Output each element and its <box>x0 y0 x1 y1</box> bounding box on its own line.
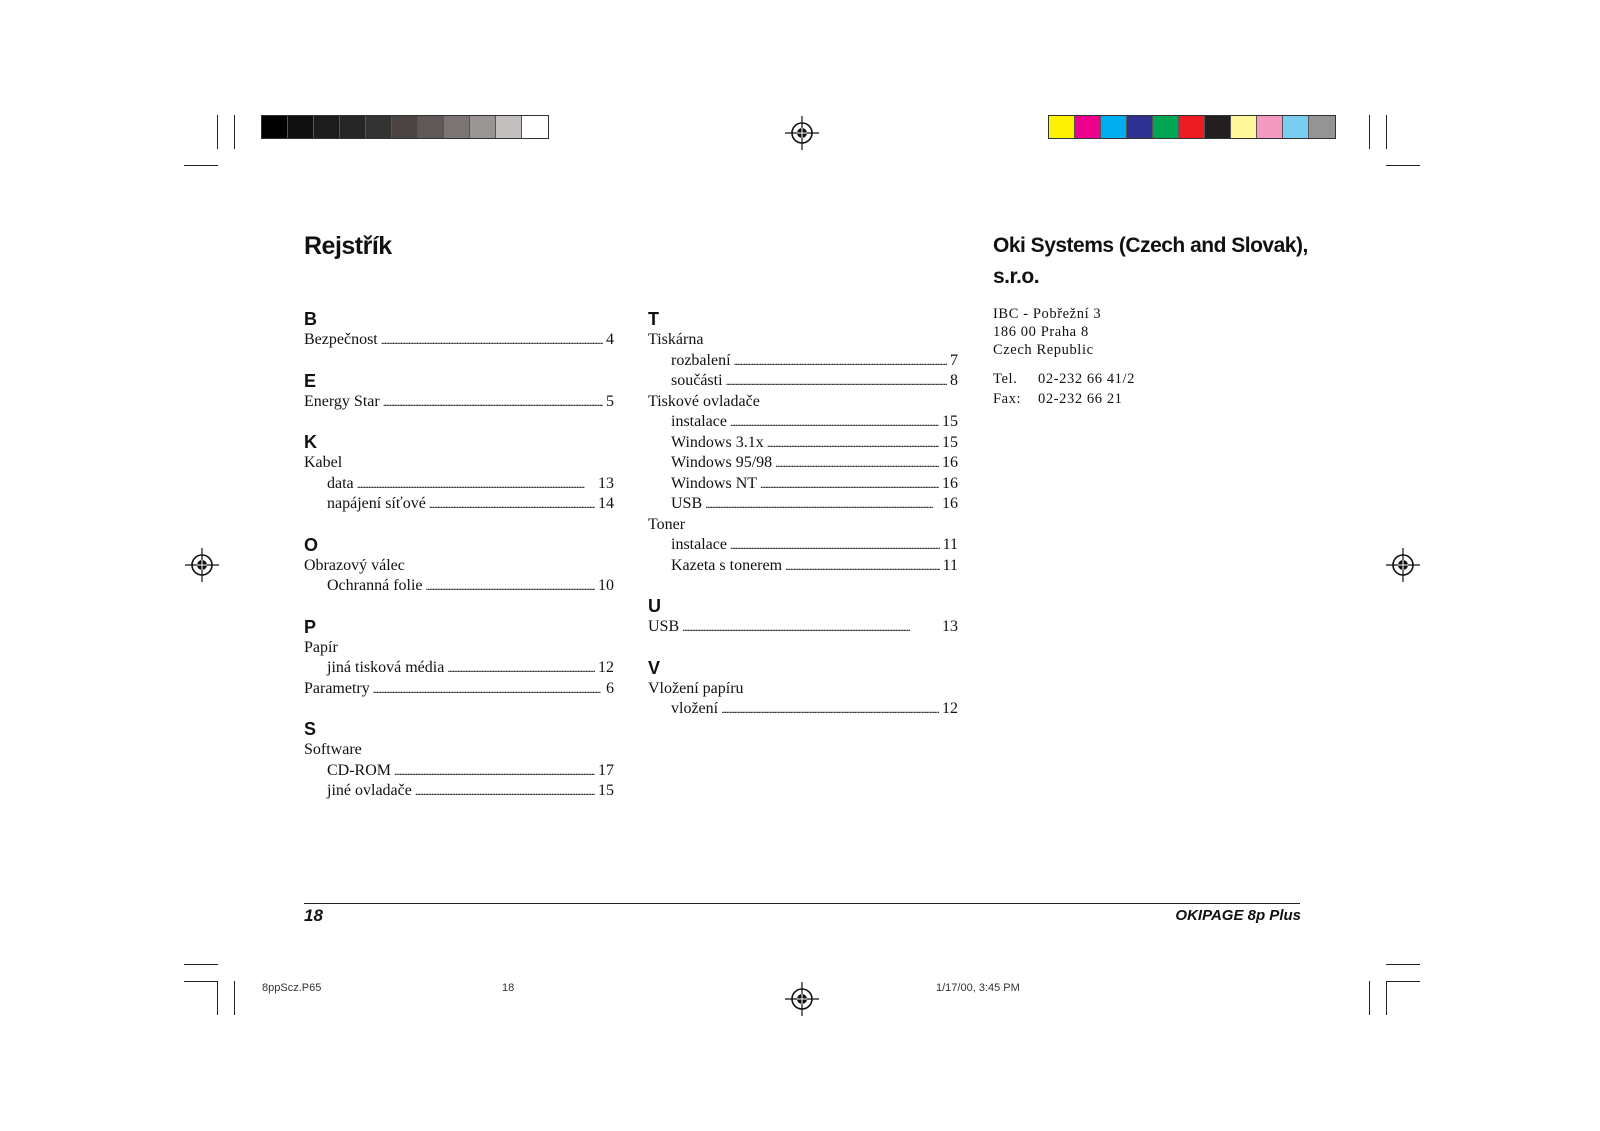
index-entry-page: 16 <box>942 454 958 471</box>
index-entry <box>304 330 614 351</box>
color-swatch <box>314 116 340 138</box>
index-entry-page: 13 <box>942 618 958 635</box>
dot-leader <box>682 617 939 638</box>
index-letter-heading: V <box>648 657 661 678</box>
index-entry-page: 10 <box>598 577 614 594</box>
index-entry-label: data <box>327 474 354 492</box>
index-entry-label: Ochranná folie <box>327 577 423 594</box>
color-swatch <box>1309 116 1335 138</box>
dot-leader <box>394 761 595 782</box>
color-swatch <box>522 116 548 138</box>
index-entry-label: součásti <box>671 372 723 389</box>
color-swatch <box>1101 116 1127 138</box>
index-entry <box>304 576 614 597</box>
index-entry-label: jiné ovladače <box>327 782 412 799</box>
footer-page-number: 18 <box>304 906 323 925</box>
fax-row <box>993 389 1323 409</box>
slug-datetime: 1/17/00, 3:45 PM <box>936 982 1020 994</box>
index-entry <box>304 392 614 413</box>
index-letter-heading: K <box>304 432 317 452</box>
footer-rule <box>304 903 1300 904</box>
dot-leader <box>429 494 595 515</box>
index-entry-heading: Obrazový válec <box>304 556 405 574</box>
grayscale-color-bar <box>261 115 549 139</box>
index-entry-label: USB <box>648 618 680 635</box>
index-entry <box>648 371 958 392</box>
index-entry <box>648 474 958 495</box>
color-swatch <box>340 116 366 138</box>
address-line: Czech Republic <box>993 342 1094 358</box>
color-swatch <box>262 116 288 138</box>
index-entry <box>304 761 614 782</box>
index-entry-label: CD-ROM <box>327 761 392 779</box>
dot-leader <box>721 699 939 720</box>
index-entry-label: vložení <box>671 700 719 717</box>
index-entry <box>648 535 958 556</box>
index-entry-heading: Toner <box>648 515 686 533</box>
index-entry-label: Energy Star <box>304 392 380 410</box>
index-entry <box>304 679 614 700</box>
index-entry-page: 14 <box>598 495 614 512</box>
index-entry-label: Windows NT <box>671 474 758 492</box>
index-entry-page: 15 <box>942 433 958 451</box>
index-entry-page: 16 <box>942 495 958 512</box>
registration-mark-icon <box>185 548 219 582</box>
index-entry <box>304 474 614 495</box>
index-entry <box>648 453 958 474</box>
index-entry <box>648 699 958 720</box>
index-letter-heading: U <box>648 596 661 616</box>
index-entry-heading: Vložení papíru <box>648 679 744 697</box>
index-entry-page: 12 <box>942 700 958 717</box>
color-swatch <box>1257 116 1283 138</box>
index-entry-page: 15 <box>598 782 614 799</box>
index-column-left <box>304 308 614 802</box>
index-entry-page: 6 <box>606 679 614 697</box>
index-entry-label: rozbalení <box>671 351 731 369</box>
slug-file-name: 8ppScz.P65 <box>262 982 322 994</box>
phone-value: 02-232 66 41/2 <box>1038 371 1136 387</box>
company-name-line2: s.r.o. <box>993 265 1040 288</box>
index-entry-label: Windows 3.1x <box>671 433 764 451</box>
index-entry-heading: Tiskárna <box>648 331 704 348</box>
dot-leader <box>785 556 940 577</box>
index-entry-label: instalace <box>671 536 727 553</box>
color-swatch <box>1127 116 1153 138</box>
index-entry-page: 7 <box>950 351 958 369</box>
color-swatch <box>1075 116 1101 138</box>
index-entry-heading: Software <box>304 741 362 758</box>
dot-leader <box>426 576 595 597</box>
company-name-line1: Oki Systems (Czech and Slovak), <box>993 234 1308 257</box>
index-entry-label: Windows 95/98 <box>671 454 773 471</box>
index-letter-heading: T <box>648 309 659 329</box>
color-swatch <box>288 116 314 138</box>
color-swatch <box>1153 116 1179 138</box>
color-swatch <box>1179 116 1205 138</box>
dot-leader <box>357 474 595 495</box>
color-swatch <box>444 116 470 138</box>
index-entry-page: 11 <box>942 556 958 574</box>
index-entry-label: USB <box>671 495 703 512</box>
index-entry-page: 13 <box>598 474 614 492</box>
phone-label: Tel. <box>993 371 1018 387</box>
dot-leader <box>381 330 603 351</box>
index-entry-label: instalace <box>671 413 727 430</box>
index-entry <box>648 617 958 638</box>
index-entry <box>304 658 614 679</box>
index-entry-page: 5 <box>606 392 614 410</box>
index-entry <box>648 351 958 372</box>
index-entry-label: napájení síťové <box>327 495 426 512</box>
fax-label: Fax: <box>993 391 1022 407</box>
page-title: Rejstřík <box>304 232 392 260</box>
index-column-right <box>648 308 958 720</box>
index-entry <box>304 781 614 802</box>
color-swatch <box>1283 116 1309 138</box>
index-entry-heading: Tiskové ovladače <box>648 392 760 410</box>
dot-leader <box>730 412 939 433</box>
index-entry-label: Parametry <box>304 679 370 697</box>
dot-leader <box>760 474 939 495</box>
color-swatch <box>496 116 522 138</box>
registration-mark-icon <box>785 116 819 150</box>
index-entry-heading: Papír <box>304 638 338 656</box>
address-line: 186 00 Praha 8 <box>993 324 1089 340</box>
index-entry <box>648 433 958 454</box>
registration-mark-icon <box>1386 548 1420 582</box>
fax-value: 02-232 66 21 <box>1038 391 1123 407</box>
index-entry-label: Kazeta s tonerem <box>671 556 783 574</box>
index-letter-heading: E <box>304 370 317 391</box>
index-entry-heading: Kabel <box>304 454 343 471</box>
index-entry <box>648 556 958 577</box>
slug-page: 18 <box>502 982 515 994</box>
index-entry-page: 16 <box>942 474 958 492</box>
color-swatch <box>418 116 444 138</box>
dot-leader <box>726 371 947 392</box>
registration-mark-icon <box>785 982 819 1016</box>
index-entry <box>648 494 958 515</box>
company-block <box>993 230 1323 409</box>
dot-leader <box>373 679 603 700</box>
dot-leader <box>415 781 595 802</box>
color-swatch <box>470 116 496 138</box>
index-entry <box>304 494 614 515</box>
color-swatch <box>1231 116 1257 138</box>
index-letter-heading: P <box>304 616 317 637</box>
index-entry-page: 17 <box>598 761 614 779</box>
dot-leader <box>734 351 947 372</box>
index-entry-page: 12 <box>598 659 614 676</box>
footer-product-name: OKIPAGE 8p Plus <box>1175 907 1301 924</box>
dot-leader <box>767 433 939 454</box>
index-entry-label: Bezpečnost <box>304 331 378 348</box>
process-color-bar <box>1048 115 1336 139</box>
phone-row <box>993 369 1323 389</box>
color-swatch <box>1049 116 1075 138</box>
dot-leader <box>775 453 939 474</box>
index-letter-heading: O <box>304 534 319 555</box>
index-entry-page: 15 <box>942 413 958 430</box>
dot-leader <box>447 658 595 679</box>
index-entry <box>648 412 958 433</box>
index-letter-heading: S <box>304 719 317 739</box>
dot-leader <box>730 535 940 556</box>
index-entry-label: jiná tisková média <box>327 659 445 676</box>
dot-leader <box>705 494 939 515</box>
color-swatch <box>366 116 392 138</box>
dot-leader <box>383 392 603 413</box>
address-line: IBC - Pobřežní 3 <box>993 306 1102 322</box>
index-entry-page: 11 <box>942 536 958 553</box>
index-entry-page: 8 <box>950 372 958 389</box>
color-swatch <box>1205 116 1231 138</box>
color-swatch <box>392 116 418 138</box>
index-entry-page: 4 <box>606 331 614 348</box>
index-letter-heading: B <box>304 309 317 329</box>
